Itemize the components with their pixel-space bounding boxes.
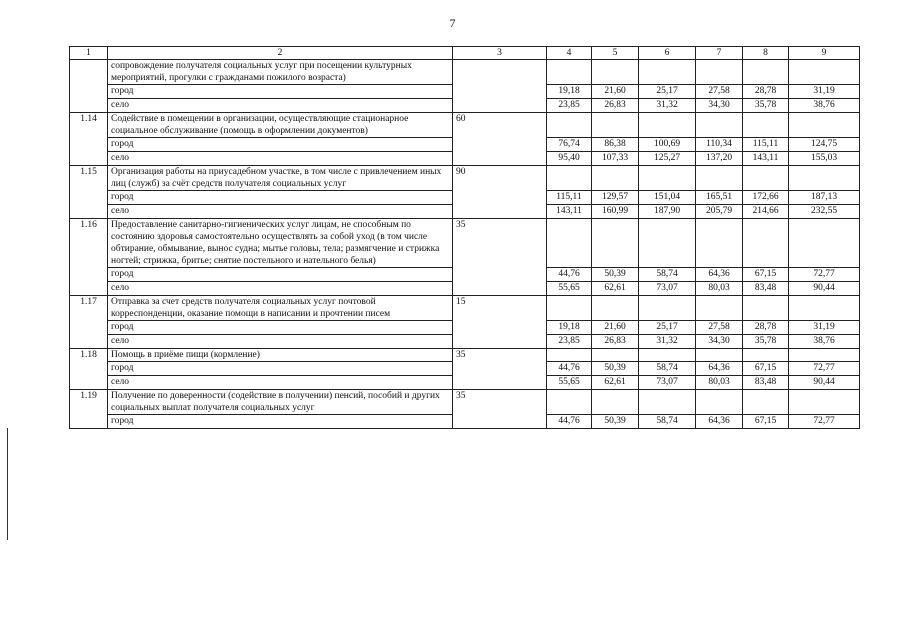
price-value: 35,78 (743, 99, 789, 113)
service-duration: 35 (453, 349, 547, 390)
price-value: 100,69 (639, 138, 696, 152)
price-value: 26,83 (592, 335, 639, 349)
empty-cell (547, 60, 592, 85)
empty-cell (789, 166, 860, 191)
price-value: 44,76 (547, 268, 592, 282)
price-value: 31,32 (639, 335, 696, 349)
empty-cell (743, 349, 789, 362)
empty-cell (547, 219, 592, 268)
price-value: 143,11 (547, 205, 592, 219)
price-value: 155,03 (789, 152, 860, 166)
price-value: 25,17 (639, 85, 696, 99)
service-description: Предоставление санитарно-гигиенических услуг лицам, не способным по состоянию здоровья самостоятельно осуществлять за собой уход (в том числе обтирание, обмывание, вынос судна; мытье головы, тела; размягчение и стрижка ногтей; стрижка, бритье; снятие постельного и нательного белья) (108, 219, 453, 268)
empty-cell (789, 390, 860, 415)
empty-cell (547, 166, 592, 191)
price-value: 214,66 (743, 205, 789, 219)
price-value: 23,85 (547, 99, 592, 113)
price-value: 80,03 (696, 376, 743, 390)
empty-cell (743, 390, 789, 415)
empty-cell (743, 166, 789, 191)
empty-cell (592, 166, 639, 191)
price-value: 76,74 (547, 138, 592, 152)
locality-label: город (108, 321, 453, 335)
service-description: сопровождение получателя социальных услуг при посещении культурных мероприятий, прогулки с гражданами пожилого возраста) (108, 60, 453, 85)
service-row (70, 166, 860, 191)
locality-label: село (108, 152, 453, 166)
price-value: 187,90 (639, 205, 696, 219)
empty-cell (743, 113, 789, 138)
column-header: 6 (639, 47, 696, 60)
price-value: 21,60 (592, 321, 639, 335)
price-value: 19,18 (547, 85, 592, 99)
empty-cell (547, 349, 592, 362)
service-duration (453, 60, 547, 113)
price-value: 31,19 (789, 321, 860, 335)
empty-cell (696, 60, 743, 85)
price-value: 25,17 (639, 321, 696, 335)
price-value: 58,74 (639, 268, 696, 282)
price-value: 115,11 (743, 138, 789, 152)
empty-cell (592, 296, 639, 321)
empty-cell (639, 390, 696, 415)
service-row (70, 296, 860, 321)
service-duration: 15 (453, 296, 547, 349)
price-value: 143,11 (743, 152, 789, 166)
locality-label: село (108, 376, 453, 390)
locality-label: город (108, 138, 453, 152)
service-number: 1.15 (70, 166, 108, 219)
column-header: 7 (696, 47, 743, 60)
price-value: 110,34 (696, 138, 743, 152)
column-header: 8 (743, 47, 789, 60)
price-value: 67,15 (743, 362, 789, 376)
locality-label: город (108, 415, 453, 429)
service-duration: 60 (453, 113, 547, 166)
price-value: 90,44 (789, 376, 860, 390)
price-value: 27,58 (696, 85, 743, 99)
price-value: 172,66 (743, 191, 789, 205)
service-duration: 35 (453, 219, 547, 296)
locality-label: город (108, 362, 453, 376)
locality-label: город (108, 268, 453, 282)
price-value: 72,77 (789, 268, 860, 282)
empty-cell (547, 296, 592, 321)
empty-cell (592, 60, 639, 85)
price-value: 205,79 (696, 205, 743, 219)
service-number: 1.14 (70, 113, 108, 166)
locality-label: село (108, 335, 453, 349)
empty-cell (696, 390, 743, 415)
price-value: 165,51 (696, 191, 743, 205)
empty-cell (743, 60, 789, 85)
price-value: 64,36 (696, 415, 743, 429)
column-header: 3 (453, 47, 547, 60)
price-value: 19,18 (547, 321, 592, 335)
price-value: 90,44 (789, 282, 860, 296)
service-duration: 35 (453, 390, 547, 429)
empty-cell (789, 349, 860, 362)
empty-cell (639, 60, 696, 85)
empty-cell (639, 219, 696, 268)
price-value: 44,76 (547, 415, 592, 429)
locality-label: город (108, 191, 453, 205)
service-number (70, 60, 108, 113)
price-value: 38,76 (789, 99, 860, 113)
price-value: 28,78 (743, 85, 789, 99)
price-value: 124,75 (789, 138, 860, 152)
price-value: 34,30 (696, 335, 743, 349)
service-row (70, 349, 860, 362)
price-value: 160,99 (592, 205, 639, 219)
empty-cell (592, 349, 639, 362)
price-value: 64,36 (696, 362, 743, 376)
price-value: 55,65 (547, 376, 592, 390)
empty-cell (639, 349, 696, 362)
locality-label: село (108, 205, 453, 219)
price-value: 50,39 (592, 415, 639, 429)
price-value: 151,04 (639, 191, 696, 205)
empty-cell (592, 390, 639, 415)
service-number: 1.18 (70, 349, 108, 390)
locality-label: село (108, 99, 453, 113)
price-value: 73,07 (639, 376, 696, 390)
column-number-row (70, 47, 860, 60)
service-description: Помощь в приёме пищи (кормление) (108, 349, 453, 362)
empty-cell (789, 219, 860, 268)
tariff-table (69, 46, 860, 429)
service-description: Отправка за счет средств получателя социальных услуг почтовой корреспонденции, оказание помощи в написании и прочтении писем (108, 296, 453, 321)
price-value: 50,39 (592, 362, 639, 376)
service-description: Содействие в помещении в организации, осуществляющие стационарное социальное обслуживание (помощь в оформлении документов) (108, 113, 453, 138)
price-value: 55,65 (547, 282, 592, 296)
price-value: 26,83 (592, 99, 639, 113)
price-value: 67,15 (743, 415, 789, 429)
empty-cell (696, 166, 743, 191)
price-value: 129,57 (592, 191, 639, 205)
empty-cell (696, 349, 743, 362)
price-value: 58,74 (639, 362, 696, 376)
column-header: 9 (789, 47, 860, 60)
empty-cell (592, 219, 639, 268)
empty-cell (696, 113, 743, 138)
price-value: 187,13 (789, 191, 860, 205)
price-value: 44,76 (547, 362, 592, 376)
column-header: 5 (592, 47, 639, 60)
empty-cell (639, 296, 696, 321)
price-value: 38,76 (789, 335, 860, 349)
service-duration: 90 (453, 166, 547, 219)
price-value: 83,48 (743, 282, 789, 296)
price-value: 62,61 (592, 376, 639, 390)
empty-cell (789, 60, 860, 85)
price-value: 107,33 (592, 152, 639, 166)
price-value: 67,15 (743, 268, 789, 282)
price-value: 73,07 (639, 282, 696, 296)
price-value: 27,58 (696, 321, 743, 335)
price-value: 21,60 (592, 85, 639, 99)
column-header: 2 (108, 47, 453, 60)
column-header: 1 (70, 47, 108, 60)
price-value: 28,78 (743, 321, 789, 335)
price-value: 72,77 (789, 362, 860, 376)
service-row (70, 113, 860, 138)
empty-cell (592, 113, 639, 138)
service-description: Получение по доверенности (содействие в получении) пенсий, пособий и других социальных выплат получателя социальных услуг (108, 390, 453, 415)
margin-line (7, 428, 8, 540)
empty-cell (789, 296, 860, 321)
price-value: 34,30 (696, 99, 743, 113)
service-number: 1.16 (70, 219, 108, 296)
price-value: 58,74 (639, 415, 696, 429)
price-value: 31,19 (789, 85, 860, 99)
service-number: 1.19 (70, 390, 108, 429)
service-row (70, 390, 860, 415)
empty-cell (547, 113, 592, 138)
service-number: 1.17 (70, 296, 108, 349)
service-description: Организация работы на приусадебном участке, в том числе с привлечением иных лиц (служб) за счёт средств получателя социальных услуг (108, 166, 453, 191)
price-value: 86,38 (592, 138, 639, 152)
price-value: 35,78 (743, 335, 789, 349)
price-value: 23,85 (547, 335, 592, 349)
page-number: 7 (449, 16, 456, 30)
price-value: 72,77 (789, 415, 860, 429)
empty-cell (696, 296, 743, 321)
empty-cell (547, 390, 592, 415)
empty-cell (743, 219, 789, 268)
locality-label: село (108, 282, 453, 296)
price-value: 80,03 (696, 282, 743, 296)
price-value: 137,20 (696, 152, 743, 166)
empty-cell (789, 113, 860, 138)
empty-cell (639, 113, 696, 138)
empty-cell (696, 219, 743, 268)
column-header: 4 (547, 47, 592, 60)
price-value: 64,36 (696, 268, 743, 282)
service-row (70, 60, 860, 85)
empty-cell (639, 166, 696, 191)
price-value: 50,39 (592, 268, 639, 282)
price-value: 115,11 (547, 191, 592, 205)
service-row (70, 219, 860, 268)
price-value: 95,40 (547, 152, 592, 166)
locality-label: город (108, 85, 453, 99)
price-value: 83,48 (743, 376, 789, 390)
price-value: 31,32 (639, 99, 696, 113)
empty-cell (743, 296, 789, 321)
price-value: 125,27 (639, 152, 696, 166)
price-value: 62,61 (592, 282, 639, 296)
price-value: 232,55 (789, 205, 860, 219)
